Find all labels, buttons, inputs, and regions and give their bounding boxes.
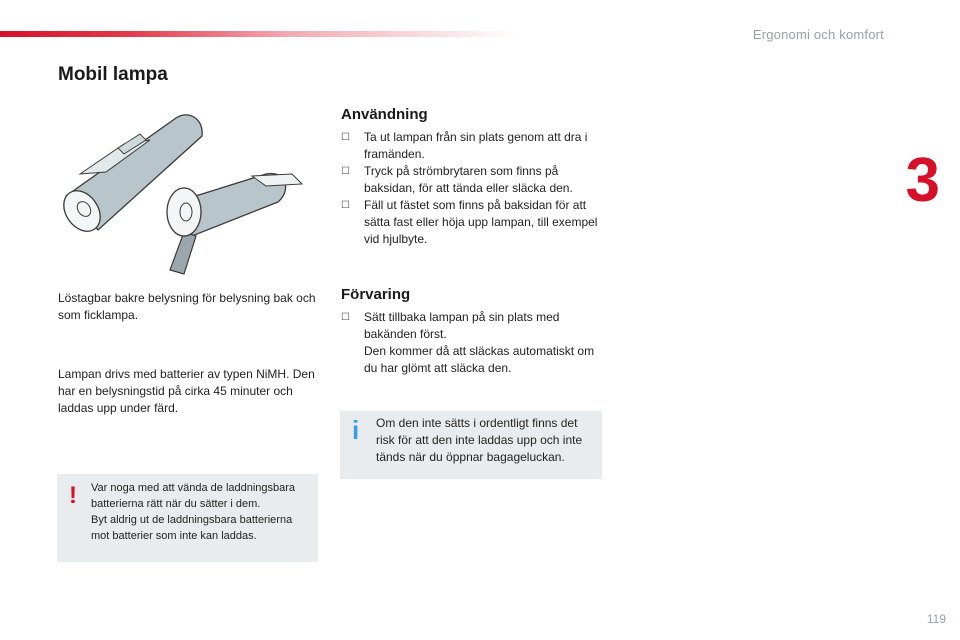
exclamation-icon: ! bbox=[69, 482, 77, 509]
list-item bbox=[341, 309, 603, 377]
list-item bbox=[341, 129, 603, 163]
list-item bbox=[341, 163, 603, 197]
warning-line-2: Byt aldrig ut de laddningsbara batterierna mot batterier som inte kan laddas. bbox=[91, 514, 293, 542]
checkbox-bullet-icon: ☐ bbox=[341, 132, 350, 143]
info-icon: i bbox=[352, 415, 360, 445]
usage-item-text: Ta ut lampan från sin plats genom att dra i framänden. bbox=[364, 130, 588, 161]
storage-list bbox=[341, 309, 603, 377]
battery-paragraph: Lampan drivs med batterier av typen NiMH. Den har en belysningstid på cirka 45 minuter och laddas upp under färd. bbox=[58, 367, 315, 415]
warning-text bbox=[91, 480, 313, 544]
lamp-illustration bbox=[58, 104, 320, 280]
list-item bbox=[341, 197, 603, 248]
checkbox-bullet-icon: ☐ bbox=[341, 312, 350, 323]
info-text: Om den inte sätts i ordentligt finns det risk för att den inte laddas upp och inte tänds när du öppnar bagageluckan. bbox=[376, 416, 583, 464]
info-box bbox=[340, 411, 602, 479]
usage-list bbox=[341, 129, 603, 248]
description-paragraph: Löstagbar bakre belysning för belysning bak och som ficklampa. bbox=[58, 291, 316, 322]
warning-line-1: Var noga med att vända de laddningsbara batterierna rätt när du sätter i dem. bbox=[91, 482, 296, 510]
usage-item-text: Tryck på strömbrytaren som finns på baksidan, för att tända eller släcka den. bbox=[364, 164, 573, 195]
page-title: Mobil lampa bbox=[58, 64, 168, 85]
chapter-title: Ergonomi och komfort bbox=[752, 27, 884, 42]
page-number: 119 bbox=[926, 612, 946, 626]
storage-item-line-1: Sätt tillbaka lampan på sin plats med bakänden först. bbox=[364, 310, 560, 341]
usage-heading: Användning bbox=[341, 106, 428, 123]
checkbox-bullet-icon: ☐ bbox=[341, 166, 350, 177]
storage-heading: Förvaring bbox=[341, 286, 411, 303]
checkbox-bullet-icon: ☐ bbox=[341, 200, 350, 211]
chapter-number: 3 bbox=[905, 146, 940, 215]
usage-item-text: Fäll ut fästet som finns på baksidan för att sätta fast eller höja upp lampan, till exempel vid hjulbyte. bbox=[364, 198, 598, 246]
storage-item-line-2: Den kommer då att släckas automatiskt om du har glömt att släcka den. bbox=[364, 344, 595, 375]
warning-box bbox=[57, 474, 318, 562]
header-accent-bar bbox=[0, 31, 520, 37]
lamp-standing bbox=[167, 173, 302, 274]
